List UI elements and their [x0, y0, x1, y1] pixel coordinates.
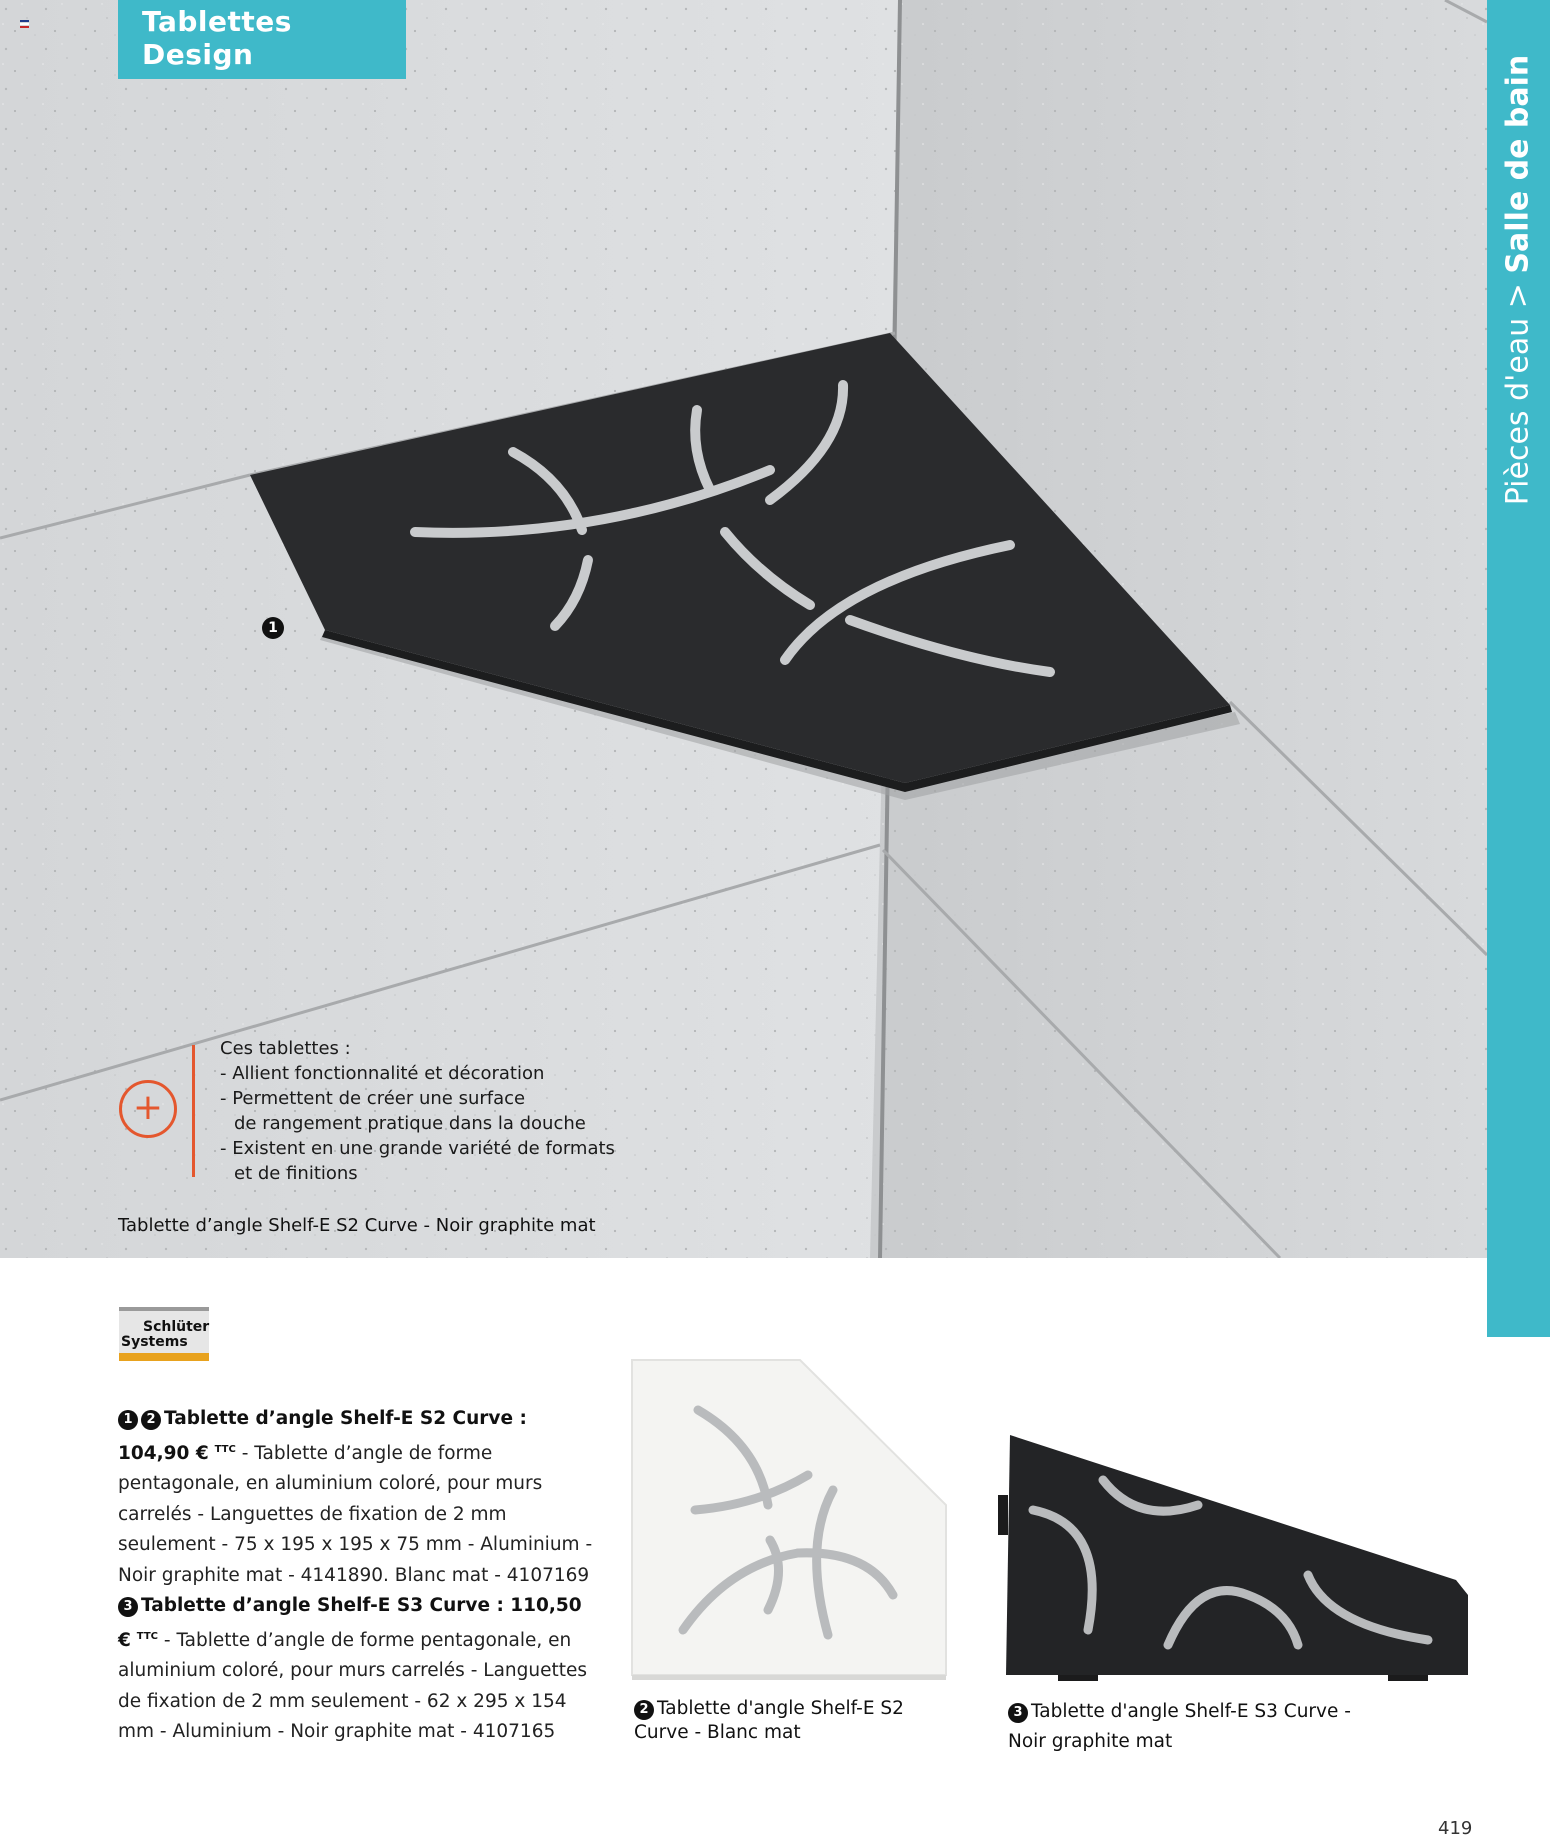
- product-image-black: [998, 1425, 1478, 1689]
- price-suffix: TTC: [136, 1630, 158, 1642]
- page-number: 419: [1438, 1818, 1473, 1839]
- product-descriptions: [118, 1404, 593, 1748]
- caption-black-shelf: [1008, 1697, 1368, 1757]
- marker-1: 1: [118, 1410, 138, 1430]
- flag-icon: [20, 20, 29, 27]
- marker-2: 2: [141, 1410, 161, 1430]
- price-suffix: TTC: [214, 1443, 236, 1455]
- marker-3: 3: [1008, 1703, 1028, 1723]
- product-title: Tablette d’angle Shelf-E S3 Curve : 110,50 €: [118, 1595, 582, 1651]
- benefits-intro: Ces tablettes :: [220, 1038, 351, 1059]
- breadcrumb-part1: Pièces d'eau >: [1500, 273, 1536, 506]
- hero-marker: 1: [262, 617, 284, 639]
- product-description: Tablette d’angle de forme pentagonale, en aluminium coloré, pour murs carrelés - Languettes de fixation de 2 mm seulement - 75 x 195 x 195 x 75 mm - Aluminium - Noir graphite mat - 4141890. Blanc mat - 4107169: [118, 1442, 593, 1586]
- marker-3: 3: [118, 1597, 138, 1617]
- benefit-item-cont: de rangement pratique dans la douche: [234, 1113, 586, 1134]
- plus-icon: +: [119, 1080, 177, 1138]
- brand-line1: Schlüter: [143, 1319, 210, 1335]
- product-image-white: [628, 1355, 968, 1689]
- page-title: Tablettes Design: [142, 5, 292, 71]
- divider: [192, 1045, 195, 1177]
- benefit-item: - Existent en une grande variété de formats: [220, 1138, 615, 1159]
- breadcrumb-part2: Salle de bain: [1500, 54, 1536, 274]
- caption-text: Tablette d'angle Shelf-E S2 Curve - Blanc mat: [634, 1698, 904, 1743]
- benefit-item-cont: et de finitions: [234, 1163, 358, 1184]
- title-dash: -: [235, 1442, 249, 1464]
- title-dash: -: [157, 1629, 171, 1651]
- section-title-box: [118, 0, 406, 79]
- brand-logo: [119, 1307, 209, 1361]
- product-description: Tablette d’angle de forme pentagonale, en aluminium coloré, pour murs carrelés - Languettes de fixation de 2 mm seulement - 62 x 295 x 154 mm - Aluminium - Noir graphite mat - 4107165: [118, 1629, 588, 1743]
- product-title: Tablette d’angle Shelf-E S2 Curve : 104,90 €: [118, 1408, 527, 1464]
- benefit-item: - Permettent de créer une surface: [220, 1088, 526, 1109]
- marker-2: 2: [634, 1700, 654, 1720]
- hero-caption: Tablette d’angle Shelf-E S2 Curve - Noir graphite mat: [118, 1215, 596, 1236]
- benefit-item: - Allient fonctionnalité et décoration: [220, 1063, 545, 1084]
- brand-line2: Systems: [121, 1334, 188, 1350]
- caption-white-shelf: [634, 1697, 934, 1745]
- benefits-list: [220, 1036, 615, 1186]
- caption-text: Tablette d'angle Shelf-E S3 Curve - Noir graphite mat: [1008, 1701, 1351, 1752]
- breadcrumb: [1501, 55, 1536, 506]
